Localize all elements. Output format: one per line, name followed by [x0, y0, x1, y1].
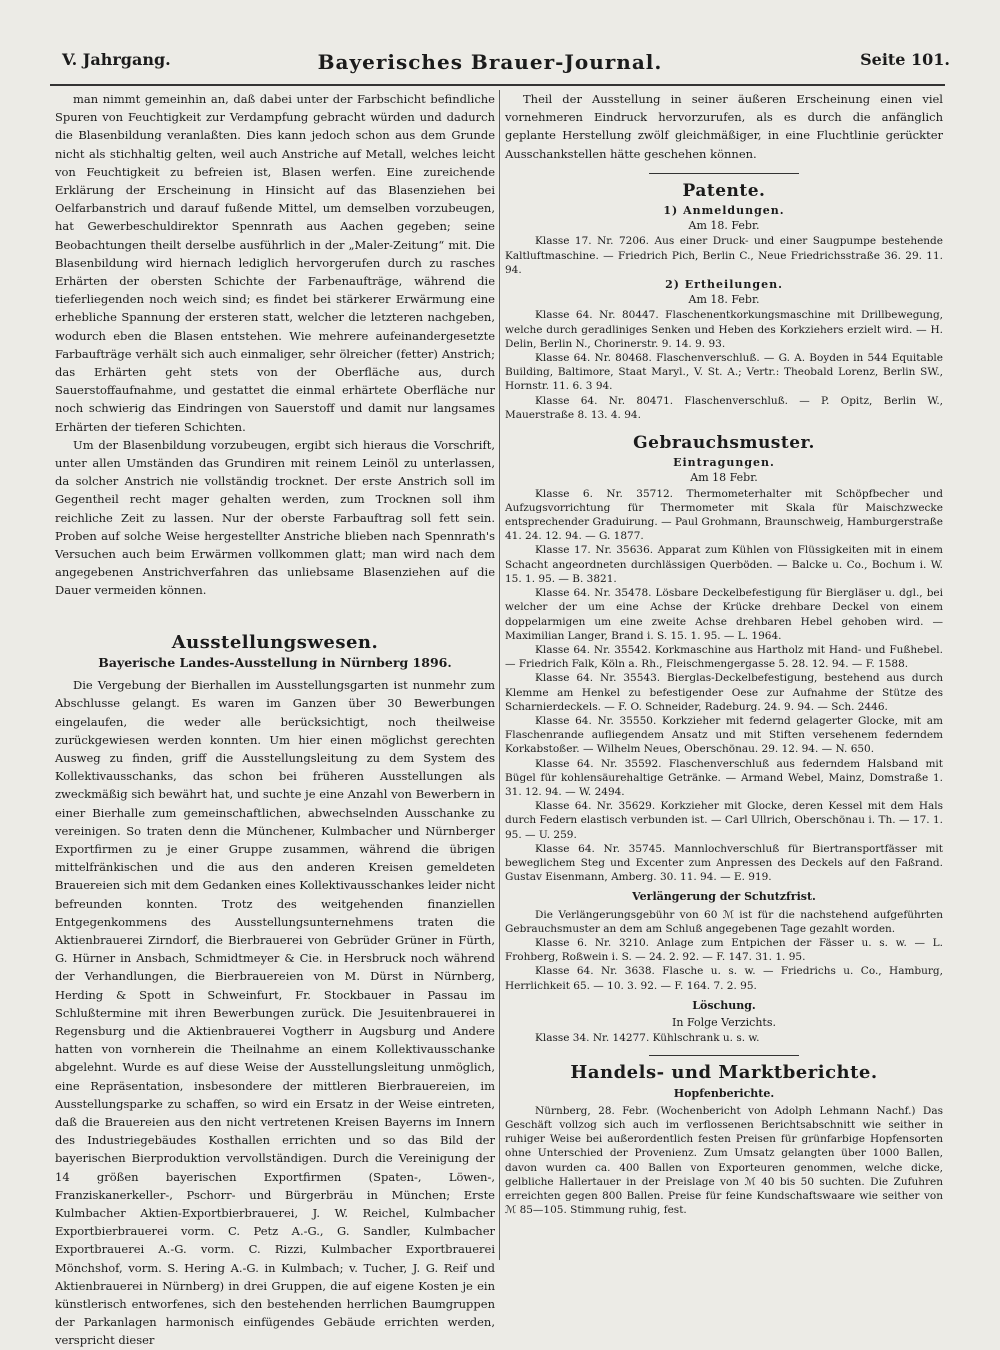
patent-entry: Klasse 64. Nr. 80471. Flaschenverschluß. — P. Opitz, Berlin W., Mauerstraße 8. 13. 4. 94.: [505, 394, 943, 421]
hopfen-report: Nürnberg, 28. Febr. (Wochenbericht von Adolph Lehmann Nachf.) Das Geschäft vollzog sich auch im verflossenen Berichtsabschnitt wie seither in ruhiger Weise bei außerordentlich festen Preisen für grünfarbige Hopfensorten ohne Unterschied der Provenienz. Zum Umsatz gelangten über 1000 Ballen, davon wurden ca. 400 Ballen von Exporteuren genommen, welche dicke, gelbliche Hallertauer in der Preislage von ℳ 40 bis 50 suchten. Die Zufuhren erreichten gegen 800 Ballen. Preise für feine Kundschaftswaare wie seither von ℳ 85—105. Stimmung ruhig, fest.: [505, 1104, 943, 1217]
subsection-eintragungen: Eintragungen.: [673, 456, 775, 470]
section-title-gebrauchsmuster: Gebrauchsmuster.: [633, 433, 815, 454]
paragraph: Theil der Ausstellung in seiner äußeren Erscheinung einen viel vornehmeren Eindruck hervorzurufen, als es durch die anfänglich geplante Herstellung zwölf gleichmäßiger, in eine Fluchtlinie gerückter Ausschankstellen hätte geschehen können.: [505, 92, 943, 161]
paragraph: Um der Blasenbildung vorzubeugen, ergibt sich hieraus die Vorschrift, unter allen Umständen das Grundiren mit reinem Leinöl zu unterlassen, da solcher Anstrich nie vollständig trocknet. Der erste Anstrich soll im Gegentheil recht mager gehalten werden, zum Trocknen soll ihm reichliche Zeit zu lassen. Nur der oberste Farbauftrag soll fett sein. Proben auf solche Weise hergestellter Anstriche blieben nach Spennrath's Versuchen auch beim Erwärmen vollkommen glatt; man wird nach dem angegebenen Anstrichverfahren das unliebsame Blasenziehen auf die Dauer vermeiden können.: [55, 437, 495, 598]
paragraph: Die Vergebung der Bierhallen im Ausstellungsgarten ist nunmehr zum Abschlusse gelangt. Es waren im Ganzen über 30 Bewerbungen eingelaufen, die weder alle berücksichtigt, noch theilweise zurückgewiesen werden konnten. Um hier einen möglichst gerechten Ausweg zu finden, griff die Ausstellungsleitung zu dem System des Kollektivausschanks, das schon bei früheren Ausstellungen als zweckmäßig sich bewährt hat, und suchte je eine Anzahl von Bewerbern in einer Bierhalle zum gemeinschaftlichen, abwechselnden Ausschanke zu vereinigen. So traten denn die Münchener, Kulmbacher und Nürnberger Exportfirmen zu je einer Gruppe zusammen, während die übrigen mittelfränkischen und die aus den anderen Kreisen gemeldeten Brauereien sich mit dem Gedanken eines Kollektivausschankes leider nicht befreunden konnten. Trotz des weitgehenden finanziellen Entgegenkommens des Ausstellungsunternehmens traten die Aktienbrauerei Zirndorf, die Bierbrauerei von Gebrüder Grüner in Fürth, G. Hürner in Ansbach, Schmidtmeyer & Cie. in Hersbruck noch während der Verhandlungen, die Bierbrauereien von M. Dürst in Nürnberg, Herding & Spott in Schweinfurt, Fr. Stockbauer in Passau im Schlußtermine mit ihren Bewerbungen zurück. Die Jesuitenbrauerei in Regensburg und die Aktienbrauerei Vogtherr in Augsburg und Andere hatten von vornherein die Theilnahme an einem Kollektivausschanke abgelehnt. Wurde es auf diese Weise der Ausstellungsleitung unmöglich, eine Repräsentation, insbesondere der mittleren Bierbrauereien, im Ausstellungsparke zu schaffen, so wird ein Ersatz in der Weise eintreten, daß die Brauereien aus den nicht vertretenen Kreisen Bayerns im Innern des Industriegebäudes Kosthallen errichten und so das Bild der bayerischen Bierproduktion vervollständigen. Durch die Vereinigung der 14 größen bayerischen Exportfirmen (Spaten-, Löwen-, Franziskanerkeller-, Pschorr- und Bürgerbräu in München; Erste Kulmbacher Aktien-Exportbierbrauerei, J. W. Reichel, Kulmbacher Exportbierbrauerei vorm. C. Petz A.-G., G. Sandler, Kulmbacher Exportbrauerei A.-G. vorm. C. Rizzi, Kulmbacher Exportbrauerei Mönchshof, vorm. S. Hering A.-G. in Kulmbach; v. Tucher, J. G. Reif und Aktienbrauerei in Nürnberg) in drei Gruppen, die auf eigene Kosten je ein künstlerisch entworfenes, sich den bestehenden herrlichen Baumgruppen der Parkanlagen harmonisch einfügendes Gebäude errichten werden, verspricht dieser: [55, 678, 495, 1348]
gebrauchsmuster-entry: Klasse 17. Nr. 35636. Apparat zum Kühlen von Flüssigkeiten mit in einem Schacht angeordneten durchlässigen Querböden. — Balcke u. Co., Bochum i. W. 15. 1. 95. — B. 3821.: [505, 544, 943, 585]
subsection-anmeldungen: 1) Anmeldungen.: [663, 204, 785, 218]
gebrauchsmuster-entry: Klasse 64. Nr. 35745. Mannlochverschluß für Biertransportfässer mit beweglichem Steg und Excenter zum Anpressen des Deckels auf den Faßrand. Gustav Eisenmann, Amberg. 30. 11. 94. — E. 919.: [505, 842, 943, 884]
patent-entry: Klasse 64. Nr. 80447. Flaschenentkorkungsmaschine mit Drillbewegung, welche durch geradliniges Senken und Heben des Korkziehers erzielt wird. — H. Delin, Berlin N., Chorinerstr. 9. 14. 9. 93.: [505, 309, 943, 350]
section-rule: [649, 1055, 799, 1056]
subsection-loeschung: Löschung.: [692, 998, 756, 1012]
page-header: [40, 44, 950, 78]
column-divider: [499, 90, 500, 1260]
section-title-ausstellung: Ausstellungswesen.: [171, 631, 379, 653]
section-rule: [649, 173, 799, 174]
date-line: Am 18 Febr.: [690, 471, 758, 485]
subsection-verlaengerung: Verlängerung der Schutzfrist.: [632, 890, 816, 904]
section-subtitle: Bayerische Landes-Ausstellung in Nürnberg 1896.: [98, 654, 452, 670]
header-rule: [50, 84, 945, 86]
loeschung-subheading: In Folge Verzichts.: [672, 1015, 776, 1029]
section-title-patente: Patente.: [682, 180, 766, 201]
gebrauchsmuster-entry: Klasse 64. Nr. 35592. Flaschenverschluß aus federndem Halsband mit Bügel für kohlensäurehaltige Getränke. — Armand Webel, Mainz, Domstraße 1. 31. 12. 94. — W. 2494.: [505, 757, 943, 798]
verlaengerung-entry: Klasse 64. Nr. 3638. Flasche u. s. w. — Friedrichs u. Co., Hamburg, Herrlichkeit 65. — 10. 3. 92. — F. 164. 7. 2. 95.: [505, 965, 943, 992]
gebrauchsmuster-entry: Klasse 64. Nr. 35543. Bierglas-Deckelbefestigung, bestehend aus durch Klemme am Henkel zu befestigender Oese zur Aufnahme der Stütze des Scharnierdeckels. — F. O. Schneider, Radeburg. 24. 9. 94. — Sch. 2446.: [505, 672, 943, 713]
gebrauchsmuster-entry: Klasse 64. Nr. 35478. Lösbare Deckelbefestigung für Biergläser u. dgl., bei welcher der um eine Achse der Krücke drehbare Deckel von einem doppelarmigen um eine zweite Achse drehbaren Hebel gehoben wird. — Maximilian Langer, Brand i. S. 15. 1. 95. — L. 1964.: [505, 587, 943, 642]
patent-entry: Klasse 17. Nr. 7206. Aus einer Druck- und einer Saugpumpe bestehende Kaltluftmaschine. — Friedrich Pich, Berlin C., Neue Friedrichsstraße 36. 29. 11. 94.: [505, 235, 943, 276]
date-line: Am 18. Febr.: [688, 293, 760, 307]
gebrauchsmuster-entry: Klasse 6. Nr. 35712. Thermometerhalter mit Schöpfbecher und Aufzugsvorrichtung für Thermometer mit Skala für Maischzwecke entsprechender Graduirung. — Paul Grohmann, Braunschweig, Hamburgerstraße 41. 24. 12. 94. — G. 1877.: [505, 487, 943, 543]
volume-label: V. Jahrgang.: [62, 50, 171, 69]
right-column: [505, 90, 943, 1259]
gebrauchsmuster-entry: Klasse 64. Nr. 35542. Korkmaschine aus Hartholz mit Hand- und Fußhebel. — Friedrich Falk, Köln a. Rh., Fleischmengergasse 5. 28. 12. 94. — F. 1588.: [505, 643, 943, 671]
subsection-hopfen: Hopfenberichte.: [673, 1086, 775, 1100]
gebrauchsmuster-entry: Klasse 64. Nr. 35629. Korkzieher mit Glocke, deren Kessel mit dem Hals durch Federn elastisch verbunden ist. — Carl Ullrich, Oberschönau i. Th. — 17. 1. 95. — U. 259.: [505, 800, 943, 841]
patent-entry: Klasse 64. Nr. 80468. Flaschenverschluß. — G. A. Boyden in 544 Equitable Building, Baltimore, Staat Maryl., V. St. A.; Vertr.: Theobald Lorenz, Berlin SW., Hornstr. 11. 6. 3 94.: [505, 352, 943, 393]
loeschung-entry: Klasse 34. Nr. 14277. Kühlschrank u. s. w.: [535, 1032, 760, 1045]
journal-title: Bayerisches Brauer-Journal.: [317, 50, 663, 74]
paragraph: man nimmt gemeinhin an, daß dabei unter der Farbschicht befindliche Spuren von Feuchtigkeit zur Verdampfung gebracht würden und dadurch die Blasenbildung veranlaßten. Dies kann jedoch schon aus dem Grunde nicht als stichhaltig gelten, weil auch Anstriche auf Metall, welches leicht von Feuchtigkeit zu befreien ist, Blasen werfen. Eine zureichende Erklärung der Erscheinung in Hinsicht auf das Blasenziehen bei Oelfarbanstrich und darauf fußende Mittel, um demselben vorzubeugen, hat Gewerbeschuldirektor Spennrath aus Aachen gegeben; seine Beobachtungen theilt derselbe ausführlich in der „Maler-Zeitung“ mit. Die Blasenbildung wird hiernach lediglich hervorgerufen durch zu rasches Erhärten der obersten Schichte der Farbenaufträge, während die tieferliegenden noch weich sind; es findet bei stärkerer Erwärmung eine erhebliche Spannung der ersteren statt, welcher die letzteren nachgeben, wodurch eben die Blasen entstehen. Wie mehrere aufeinandergesetzte Farbaufträge verhält sich auch einmaliger, sehr ölreicher (fetter) Anstrich; das Erhärten geht stets von der Oberfläche aus, durch Sauerstoffaufnahme, und gestattet die einmal erhärtete Oberfläche nur noch schwierig das Eindringen von Sauerstoff und damit nur langsames Erhärten der tieferen Schichten.: [55, 92, 495, 434]
date-line: Am 18. Febr.: [688, 219, 760, 233]
subsection-ertheilungen: 2) Ertheilungen.: [665, 278, 783, 292]
gebrauchsmuster-entry: Klasse 64. Nr. 35550. Korkzieher mit federnd gelagerter Glocke, mit am Flaschenrande aufliegendem Ansatz und mit Stiften versehenem federndem Korkabstoßer. — Wilhelm Neues, Oberschönau. 29. 12. 94. — N. 650.: [505, 714, 943, 756]
page-number: Seite 101.: [860, 50, 950, 69]
left-column: [55, 90, 495, 1348]
section-title-handel: Handels- und Marktberichte.: [570, 1062, 878, 1084]
verlaengerung-entry: Klasse 6. Nr. 3210. Anlage zum Entpichen der Fässer u. s. w. — L. Frohberg, Roßwein i. S. — 24. 2. 92. — F. 147. 31. 1. 95.: [505, 936, 943, 964]
paragraph: Die Verlängerungsgebühr von 60 ℳ ist für die nachstehend aufgeführten Gebrauchsmuster an dem am Schluß angegebenen Tage gezahlt worden.: [505, 908, 943, 935]
